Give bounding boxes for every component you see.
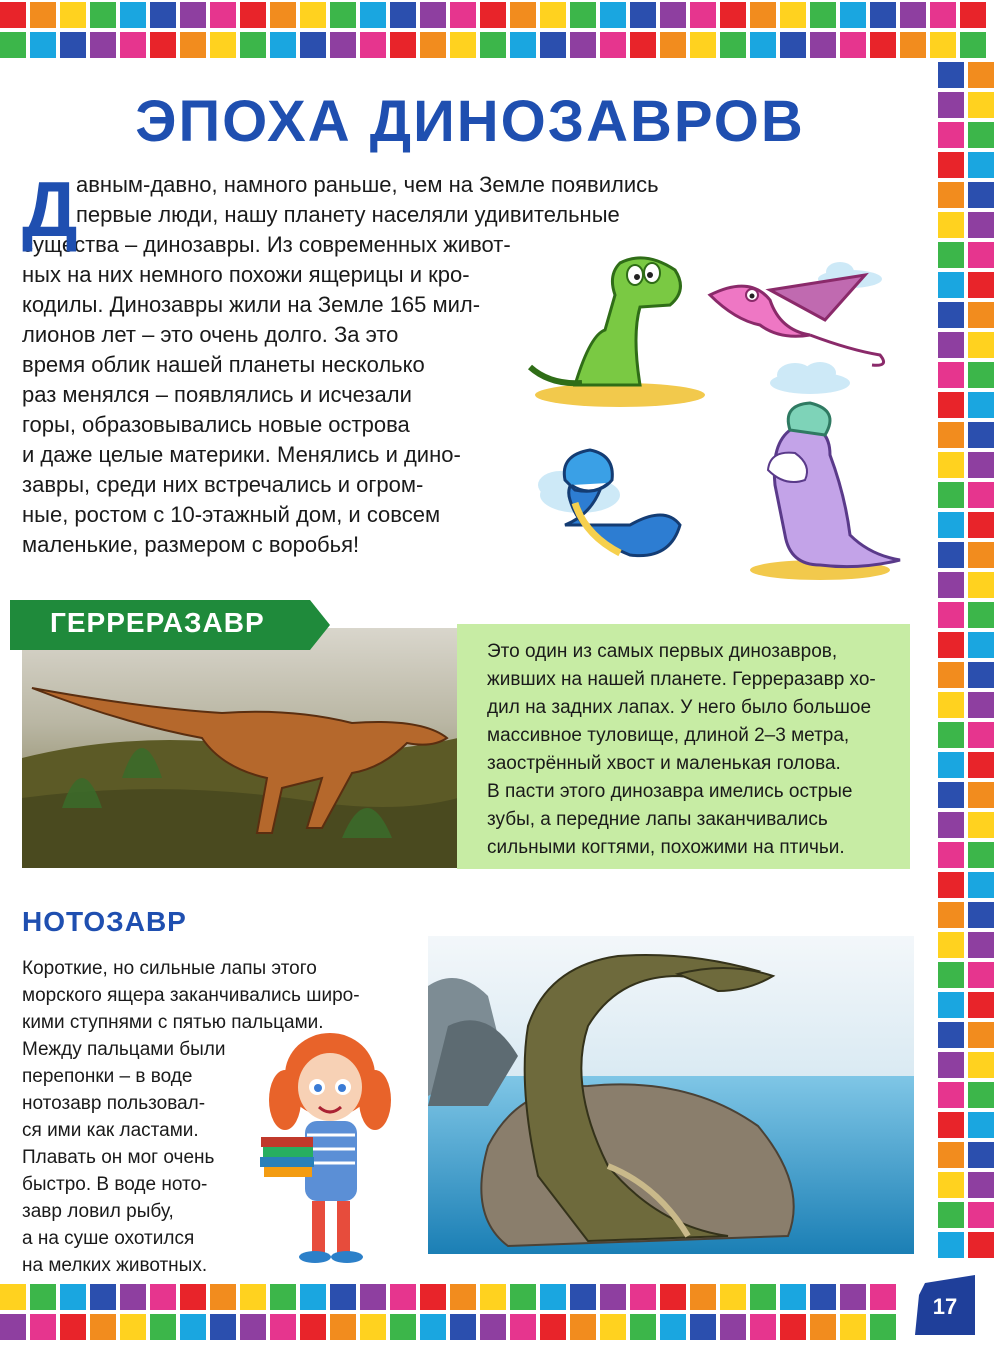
border-square (840, 1284, 866, 1310)
border-bottom (0, 1284, 896, 1310)
border-square (180, 32, 206, 58)
border-square (968, 1082, 994, 1108)
border-square (968, 992, 994, 1018)
border-square (938, 422, 964, 448)
border-square (938, 992, 964, 1018)
border-top-row2 (0, 32, 986, 58)
border-square (450, 2, 476, 28)
border-square (938, 872, 964, 898)
border-square (938, 1082, 964, 1108)
border-square (270, 32, 296, 58)
border-square (968, 182, 994, 208)
border-square (30, 32, 56, 58)
border-square (480, 1314, 506, 1340)
border-square (210, 32, 236, 58)
border-square (938, 692, 964, 718)
border-square (938, 812, 964, 838)
border-square (540, 32, 566, 58)
drop-cap: Д (22, 165, 78, 253)
noto-line: морского ящера заканчивались широ- (22, 985, 360, 1006)
border-square (90, 1284, 116, 1310)
border-square (90, 32, 116, 58)
border-square (968, 272, 994, 298)
border-square (660, 1284, 686, 1310)
border-square (968, 122, 994, 148)
border-square (30, 2, 56, 28)
border-square (300, 2, 326, 28)
border-square (300, 32, 326, 58)
border-square (240, 2, 266, 28)
border-square (938, 1172, 964, 1198)
border-square (968, 752, 994, 778)
border-square (240, 1284, 266, 1310)
border-square (630, 1284, 656, 1310)
border-square (330, 32, 356, 58)
border-square (930, 2, 956, 28)
border-square (750, 32, 776, 58)
border-square (0, 2, 26, 28)
intro-line: и даже целые материки. Менялись и дино- (22, 442, 461, 467)
border-square (540, 1284, 566, 1310)
border-right (938, 62, 964, 1258)
noto-line: Плавать он мог очень (22, 1147, 215, 1168)
border-square (450, 1314, 476, 1340)
intro-line: завры, среди них встречались и огром- (22, 472, 424, 497)
border-square (938, 932, 964, 958)
border-square (968, 242, 994, 268)
border-square (938, 1232, 964, 1258)
border-square (450, 32, 476, 58)
border-square (968, 1142, 994, 1168)
border-square (938, 122, 964, 148)
border-square (0, 32, 26, 58)
border-square (540, 2, 566, 28)
border-square (720, 32, 746, 58)
herrerasaurus-description (457, 624, 910, 869)
noto-line: на мелких животных. (22, 1255, 208, 1276)
border-square (938, 842, 964, 868)
border-square (938, 1112, 964, 1138)
border-square (780, 2, 806, 28)
border-square (968, 332, 994, 358)
border-square (968, 212, 994, 238)
border-square (938, 962, 964, 988)
border-square (0, 1284, 26, 1310)
nothosaurus-illustration (428, 936, 914, 1254)
border-square (968, 662, 994, 688)
border-square (968, 392, 994, 418)
border-square (810, 1314, 836, 1340)
nothosaurus-heading: НОТОЗАВР (22, 906, 187, 937)
blue-sea-dino (564, 450, 680, 556)
pink-pterosaur (710, 275, 884, 365)
border-square (90, 2, 116, 28)
border-square (630, 32, 656, 58)
border-square (180, 2, 206, 28)
herrera-line: заострённый хвост и маленькая голова. (487, 753, 841, 774)
herrera-line: сильными когтями, похожими на птичьи. (487, 837, 845, 858)
border-square (360, 1284, 386, 1310)
border-top (0, 2, 986, 28)
border-square (938, 602, 964, 628)
border-square (968, 962, 994, 988)
noto-line: ся ими как ластами. (22, 1120, 199, 1141)
border-square (510, 32, 536, 58)
border-square (938, 662, 964, 688)
border-square (330, 1314, 356, 1340)
border-square (120, 1314, 146, 1340)
border-square (938, 1022, 964, 1048)
intro-line: ные, ростом с 10-этажный дом, и совсем (22, 502, 441, 527)
border-square (938, 452, 964, 478)
intro-line: существа – динозавры. Из современных живот- (22, 232, 511, 257)
border-square (968, 692, 994, 718)
border-square (480, 32, 506, 58)
border-square (870, 32, 896, 58)
border-square (600, 1314, 626, 1340)
border-square (780, 1314, 806, 1340)
border-square (938, 782, 964, 808)
border-square (938, 92, 964, 118)
border-square (780, 32, 806, 58)
border-square (0, 1314, 26, 1340)
border-square (938, 302, 964, 328)
border-square (420, 1284, 446, 1310)
border-square (938, 482, 964, 508)
border-square (720, 1284, 746, 1310)
noto-line: завр ловил рыбу, (22, 1201, 174, 1222)
border-square (570, 1284, 596, 1310)
border-square (240, 32, 266, 58)
herrera-line: зубы, а передние лапы заканчивались (487, 809, 828, 830)
border-square (720, 2, 746, 28)
border-square (968, 1172, 994, 1198)
border-square (938, 242, 964, 268)
border-square (150, 32, 176, 58)
border-square (810, 2, 836, 28)
border-square (938, 212, 964, 238)
page-number-badge (915, 1275, 975, 1335)
border-square (840, 1314, 866, 1340)
border-square (240, 1314, 266, 1340)
border-square (930, 32, 956, 58)
noto-line: перепонки – в воде (22, 1066, 193, 1087)
border-square (938, 332, 964, 358)
border-square (150, 1314, 176, 1340)
border-square (660, 32, 686, 58)
border-square (510, 1284, 536, 1310)
border-square (690, 2, 716, 28)
border-square (968, 1232, 994, 1258)
border-square (60, 2, 86, 28)
border-square (420, 1314, 446, 1340)
border-square (810, 1284, 836, 1310)
border-square (938, 182, 964, 208)
border-square (938, 572, 964, 598)
border-square (938, 152, 964, 178)
border-square (938, 752, 964, 778)
intro-line: раз менялся – появлялись и исчезали (22, 382, 412, 407)
herrerasaurus-heading: ГЕРРЕРАЗАВР (50, 607, 265, 638)
border-square (570, 2, 596, 28)
border-square (938, 542, 964, 568)
border-square (968, 1022, 994, 1048)
border-square (840, 32, 866, 58)
intro-line: первые люди, нашу планету населяли удивительные (76, 202, 620, 227)
border-square (210, 2, 236, 28)
border-square (900, 32, 926, 58)
herrera-line: дил на задних лапах. У него было большое (487, 697, 872, 718)
border-square (90, 1314, 116, 1340)
border-square (968, 902, 994, 928)
border-square (968, 722, 994, 748)
border-square (510, 1314, 536, 1340)
border-square (300, 1284, 326, 1310)
border-square (968, 362, 994, 388)
herrerasaurus-illustration (22, 628, 458, 868)
noto-line: быстро. В воде ното- (22, 1174, 208, 1195)
intro-line: время облик нашей планеты несколько (22, 352, 425, 377)
border-square (938, 1202, 964, 1228)
border-square (600, 32, 626, 58)
noto-line: Между пальцами были (22, 1039, 226, 1060)
border-square (968, 1112, 994, 1138)
border-square (480, 1284, 506, 1310)
border-square (968, 62, 994, 88)
page-title: ЭПОХА ДИНОЗАВРОВ (135, 89, 805, 154)
border-square (570, 1314, 596, 1340)
border-square (938, 512, 964, 538)
border-square (968, 542, 994, 568)
border-square (270, 1314, 296, 1340)
border-square (30, 1284, 56, 1310)
border-square (330, 2, 356, 28)
border-square (968, 932, 994, 958)
cartoon-dinosaurs-illustration (520, 235, 920, 595)
border-square (968, 482, 994, 508)
border-square (120, 1284, 146, 1310)
border-square (180, 1284, 206, 1310)
border-square (968, 512, 994, 538)
border-square (390, 32, 416, 58)
border-square (968, 152, 994, 178)
border-square (660, 1314, 686, 1340)
border-square (938, 722, 964, 748)
border-square (510, 2, 536, 28)
border-bottom-row2 (0, 1314, 896, 1340)
border-square (938, 1052, 964, 1078)
border-square (360, 32, 386, 58)
border-square (300, 1314, 326, 1340)
border-square (750, 2, 776, 28)
border-square (390, 1284, 416, 1310)
border-square (600, 1284, 626, 1310)
border-square (900, 2, 926, 28)
border-square (60, 1284, 86, 1310)
border-square (840, 2, 866, 28)
border-square (968, 92, 994, 118)
noto-line: Короткие, но сильные лапы этого (22, 958, 317, 979)
border-square (870, 2, 896, 28)
border-square (750, 1284, 776, 1310)
border-square (968, 602, 994, 628)
border-square (938, 362, 964, 388)
border-square (180, 1314, 206, 1340)
border-square (120, 32, 146, 58)
border-square (390, 1314, 416, 1340)
intro-line: ных на них немного похожи ящерицы и кро- (22, 262, 470, 287)
border-square (968, 632, 994, 658)
border-square (210, 1284, 236, 1310)
border-square (968, 842, 994, 868)
border-square (968, 782, 994, 808)
border-square (270, 2, 296, 28)
border-square (570, 32, 596, 58)
border-square (968, 1052, 994, 1078)
page-number: 17 (932, 1294, 958, 1319)
herrera-line: Это один из самых первых динозавров, (487, 641, 838, 662)
border-square (630, 1314, 656, 1340)
border-square (750, 1314, 776, 1340)
border-square (810, 32, 836, 58)
border-right-col2 (968, 62, 994, 1258)
border-square (968, 872, 994, 898)
herrera-line: В пасти этого динозавра имелись острые (487, 781, 853, 802)
border-square (968, 302, 994, 328)
border-square (60, 1314, 86, 1340)
border-square (938, 632, 964, 658)
border-square (270, 1284, 296, 1310)
herrerasaurus-ribbon (10, 600, 330, 650)
border-square (600, 2, 626, 28)
green-dino (530, 258, 705, 407)
border-square (450, 1284, 476, 1310)
border-square (480, 2, 506, 28)
border-square (630, 2, 656, 28)
girl-with-books-illustration (255, 1025, 405, 1265)
intro-line: горы, образовывались новые острова (22, 412, 410, 437)
border-square (780, 1284, 806, 1310)
border-square (420, 2, 446, 28)
border-square (938, 902, 964, 928)
border-square (870, 1284, 896, 1310)
intro-line: маленькие, размером с воробья! (22, 532, 360, 557)
noto-line: нотозавр пользовал- (22, 1093, 206, 1114)
border-square (150, 2, 176, 28)
herrera-line: живших на нашей планете. Герреразавр хо- (487, 669, 876, 690)
border-square (968, 422, 994, 448)
border-square (390, 2, 416, 28)
intro-line: лионов лет – это очень долго. За это (22, 322, 399, 347)
noto-line: а на суше охотился (22, 1228, 195, 1249)
border-square (540, 1314, 566, 1340)
border-square (968, 1202, 994, 1228)
border-square (60, 32, 86, 58)
border-square (30, 1314, 56, 1340)
border-square (938, 1142, 964, 1168)
border-square (960, 2, 986, 28)
border-square (660, 2, 686, 28)
border-square (150, 1284, 176, 1310)
border-square (938, 272, 964, 298)
border-square (210, 1314, 236, 1340)
purple-dino (750, 403, 900, 580)
border-square (690, 1284, 716, 1310)
border-square (360, 2, 386, 28)
intro-line: кодилы. Динозавры жили на Земле 165 мил- (22, 292, 481, 317)
border-square (968, 812, 994, 838)
border-square (938, 392, 964, 418)
border-square (120, 2, 146, 28)
border-square (690, 1314, 716, 1340)
border-square (720, 1314, 746, 1340)
border-square (870, 1314, 896, 1340)
border-square (960, 32, 986, 58)
border-square (968, 572, 994, 598)
herrera-line: массивное туловище, длиной 2–3 метра, (487, 725, 850, 746)
noto-line: кими ступнями с пятью пальцами. (22, 1012, 324, 1033)
border-square (330, 1284, 356, 1310)
border-square (420, 32, 446, 58)
intro-line: авным-давно, намного раньше, чем на Земле появились (76, 172, 659, 197)
border-square (938, 62, 964, 88)
border-square (690, 32, 716, 58)
border-square (968, 452, 994, 478)
border-square (360, 1314, 386, 1340)
